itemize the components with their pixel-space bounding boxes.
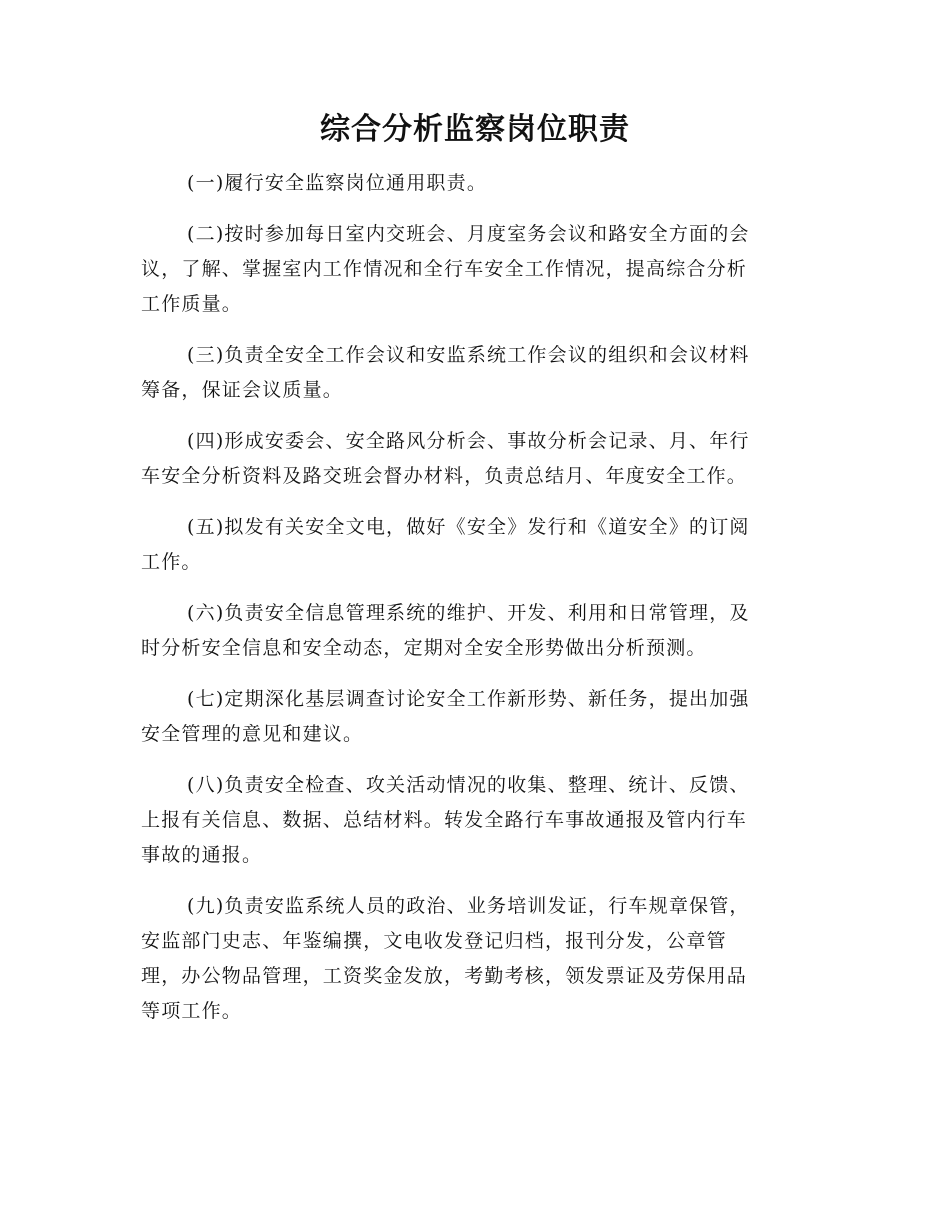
- paragraph-line: (八)负责安全检查、攻关活动情况的收集、整理、统计、反馈、: [187, 774, 750, 796]
- paragraph-line: (五)拟发有关安全文电，做好《安全》发行和《道安全》的订阅: [187, 516, 750, 538]
- document-title: 综合分析监察岗位职责: [320, 112, 630, 147]
- paragraph-7: [141, 682, 793, 752]
- paragraph-2: [141, 217, 793, 322]
- paragraph-line: (三)负责全安全工作会议和安监系统工作会议的组织和会议材料: [187, 344, 750, 366]
- document-body: [141, 166, 793, 1045]
- paragraph-6: [141, 596, 793, 666]
- paragraph-line: 等项工作。: [141, 1000, 243, 1022]
- paragraph-line: (一)履行安全监察岗位通用职责。: [187, 172, 488, 194]
- paragraph-line: 工作。: [141, 551, 202, 573]
- paragraph-4: [141, 424, 793, 494]
- paragraph-line: (七)定期深化基层调查讨论安全工作新形势、新任务，提出加强: [187, 688, 750, 710]
- paragraph-line: 安监部门史志、年鉴编撰，文电收发登记归档，报刊分发，公章管: [141, 930, 727, 952]
- paragraph-line: (四)形成安委会、安全路风分析会、事故分析会记录、月、年行: [187, 430, 750, 452]
- paragraph-line: 时分析安全信息和安全动态，定期对全安全形势做出分析预测。: [141, 637, 707, 659]
- paragraph-line: (九)负责安监系统人员的政治、业务培训发证，行车规章保管，: [187, 895, 750, 917]
- paragraph-line: 安全管理的意见和建议。: [141, 723, 364, 745]
- paragraph-line: 车安全分析资料及路交班会督办材料，负责总结月、年度安全工作。: [141, 465, 748, 487]
- paragraph-line: 理，办公物品管理，工资奖金发放，考勤考核，领发票证及劳保用品: [141, 965, 748, 987]
- paragraph-8: [141, 768, 793, 873]
- paragraph-line: 上报有关信息、数据、总结材料。转发全路行车事故通报及管内行车: [141, 809, 748, 831]
- paragraph-line: 工作质量。: [141, 293, 243, 315]
- paragraph-line: 筹备，保证会议质量。: [141, 379, 344, 401]
- paragraph-3: [141, 338, 793, 408]
- paragraph-line: (二)按时参加每日室内交班会、月度室务会议和路安全方面的会: [187, 223, 750, 245]
- paragraph-9: [141, 889, 793, 1029]
- paragraph-1: [141, 166, 793, 201]
- paragraph-line: (六)负责安全信息管理系统的维护、开发、利用和日常管理，及: [187, 602, 750, 624]
- paragraph-5: [141, 510, 793, 580]
- paragraph-line: 议，了解、掌握室内工作情况和全行车安全工作情况，提高综合分析: [141, 258, 748, 280]
- paragraph-line: 事故的通报。: [141, 844, 263, 866]
